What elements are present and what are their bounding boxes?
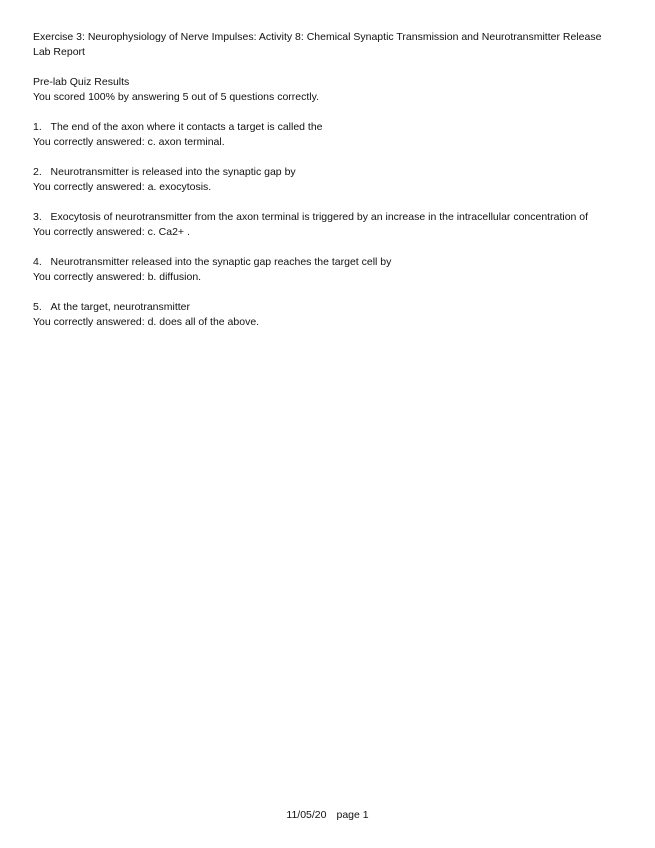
spacer — [33, 105, 633, 120]
quiz-score-text: You scored 100% by answering 5 out of 5 questions correctly. — [33, 91, 320, 103]
answer-text: You correctly answered: c. axon terminal. — [33, 136, 225, 148]
question-number: 5. — [33, 301, 42, 313]
page-footer — [0, 808, 655, 823]
question-item-2 — [33, 165, 633, 195]
question-line — [33, 300, 633, 315]
answer-text: You correctly answered: a. exocytosis. — [33, 181, 212, 193]
question-text: Exocytosis of neurotransmitter from the axon terminal is triggered by an increase in the intracellular concentration of — [50, 211, 589, 223]
question-item-1 — [33, 120, 633, 150]
quiz-summary — [33, 75, 633, 105]
question-number: 2. — [33, 166, 42, 178]
question-number: 1. — [33, 121, 42, 133]
spacer — [33, 60, 633, 75]
question-text: Neurotransmitter released into the synaptic gap reaches the target cell by — [50, 256, 392, 268]
document-title-line-2: Lab Report — [33, 46, 85, 58]
question-number: 3. — [33, 211, 42, 223]
answer-text: You correctly answered: d. does all of the above. — [33, 316, 260, 328]
question-item-5 — [33, 300, 633, 330]
question-text: Neurotransmitter is released into the synaptic gap by — [50, 166, 296, 178]
footer-date: 11/05/20 — [286, 809, 327, 821]
question-line — [33, 210, 633, 225]
answer-text: You correctly answered: b. diffusion. — [33, 271, 202, 283]
question-line — [33, 255, 633, 270]
answer-text: You correctly answered: c. Ca2+ . — [33, 226, 190, 238]
footer-page-number: page 1 — [336, 809, 369, 821]
question-line — [33, 120, 633, 135]
quiz-summary-heading: Pre-lab Quiz Results — [33, 76, 130, 88]
document-title-line-1: Exercise 3: Neurophysiology of Nerve Impulses: Activity 8: Chemical Synaptic Transmission and Neurotransmitter Release — [33, 31, 602, 43]
question-line — [33, 165, 633, 180]
document-page — [33, 30, 633, 345]
question-item-4 — [33, 255, 633, 285]
question-text: The end of the axon where it contacts a target is called the — [50, 121, 323, 133]
question-number: 4. — [33, 256, 42, 268]
question-text: At the target, neurotransmitter — [50, 301, 191, 313]
question-item-3 — [33, 210, 633, 240]
